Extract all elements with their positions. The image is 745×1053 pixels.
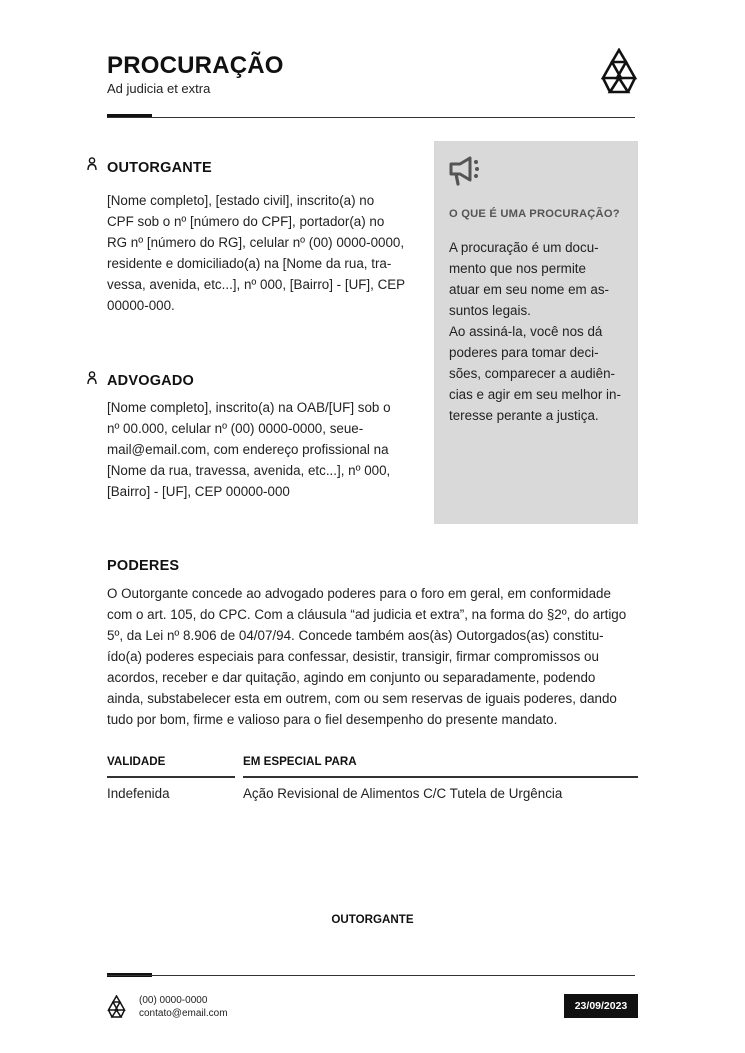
date-badge: 23/09/2023: [564, 994, 638, 1018]
text-line: [Bairro] - [UF], CEP 00000-000: [107, 484, 290, 499]
outorgante-title: OUTORGANTE: [107, 160, 212, 176]
text-line: cias e agir em seu melhor in-: [449, 387, 621, 402]
text-line: 00000-000.: [107, 298, 175, 313]
text-line: O Outorgante concede ao advogado poderes para o foro em geral, em conformidade: [107, 586, 611, 601]
text-line: acordos, receber e dar quitação, agindo em conjunto ou separadamente, podendo: [107, 670, 596, 685]
footer-email: contato@email.com: [139, 1008, 228, 1019]
text-line: tudo por bom, firme e valioso para o fiel desempenho do presente mandato.: [107, 712, 558, 727]
text-line: Ao assiná-la, você nos dá: [449, 324, 603, 339]
text-line: suntos legais.: [449, 303, 531, 318]
text-line: [Nome completo], [estado civil], inscrito(a) no: [107, 193, 375, 208]
footer-divider: [107, 975, 635, 976]
text-line: A procuração é um docu-: [449, 240, 599, 255]
sidebar-text: [449, 237, 624, 426]
text-line: ído(a) poderes especiais para confessar, desistir, transigir, firmar compromissos ou: [107, 649, 599, 664]
especial-divider: [243, 776, 638, 778]
text-line: com o art. 105, do CPC. Com a cláusula “ad judicia et extra”, na forma do §2º, do artigo: [107, 607, 627, 622]
page-subtitle: Ad judicia et extra: [107, 81, 211, 96]
poderes-title: PODERES: [107, 558, 180, 574]
text-line: sões, comparecer a audiên-: [449, 366, 615, 381]
advogado-title: ADVOGADO: [107, 373, 194, 389]
text-line: 5º, da Lei nº 8.906 de 04/07/94. Concede também aos(às) Outorgados(as) constitu-: [107, 628, 604, 643]
especial-value: Ação Revisional de Alimentos C/C Tutela de Urgência: [243, 786, 563, 801]
text-line: poderes para tomar deci-: [449, 345, 599, 360]
triangles-logo-icon: [107, 995, 126, 1018]
advogado-text: [107, 397, 409, 502]
validade-value: Indefenida: [107, 786, 170, 801]
footer-contact: [139, 994, 228, 1020]
text-line: residente e domiciliado(a) na [Nome da rua, tra-: [107, 256, 392, 271]
text-line: ainda, substabelecer esta em outrem, com ou sem reservas de iguais poderes, dando: [107, 691, 617, 706]
text-line: CPF sob o nº [número do CPF], portador(a) no: [107, 214, 385, 229]
outorgante-text: [107, 190, 409, 316]
header-divider: [107, 117, 635, 118]
text-line: mento que nos permite: [449, 261, 586, 276]
validade-divider: [107, 776, 235, 778]
footer-phone: (00) 0000-0000: [139, 995, 208, 1006]
poderes-text: [107, 583, 638, 730]
sidebar-heading: O QUE É UMA PROCURAÇÃO?: [449, 208, 620, 220]
person-icon: [87, 371, 97, 385]
text-line: vessa, avenida, etc...], nº 000, [Bairro] - [UF], CEP: [107, 277, 406, 292]
triangles-logo-icon: [600, 48, 638, 94]
text-line: teresse perante a justiça.: [449, 408, 599, 423]
text-line: atuar em seu nome em as-: [449, 282, 610, 297]
text-line: RG nº [número do RG], celular nº (00) 0000-0000,: [107, 235, 405, 250]
text-line: nº 00.000, celular nº (00) 0000-0000, seue-: [107, 421, 364, 436]
especial-label: EM ESPECIAL PARA: [243, 755, 357, 768]
person-icon: [87, 157, 97, 171]
text-line: [Nome da rua, travessa, avenida, etc...], nº 000,: [107, 463, 391, 478]
text-line: mail@email.com, com endereço profissional na: [107, 442, 389, 457]
signature-label: OUTORGANTE: [331, 913, 414, 926]
text-line: [Nome completo], inscrito(a) na OAB/[UF] sob o: [107, 400, 391, 415]
megaphone-icon: [448, 156, 482, 186]
validade-label: VALIDADE: [107, 755, 166, 768]
page-title: PROCURAÇÃO: [107, 52, 284, 79]
